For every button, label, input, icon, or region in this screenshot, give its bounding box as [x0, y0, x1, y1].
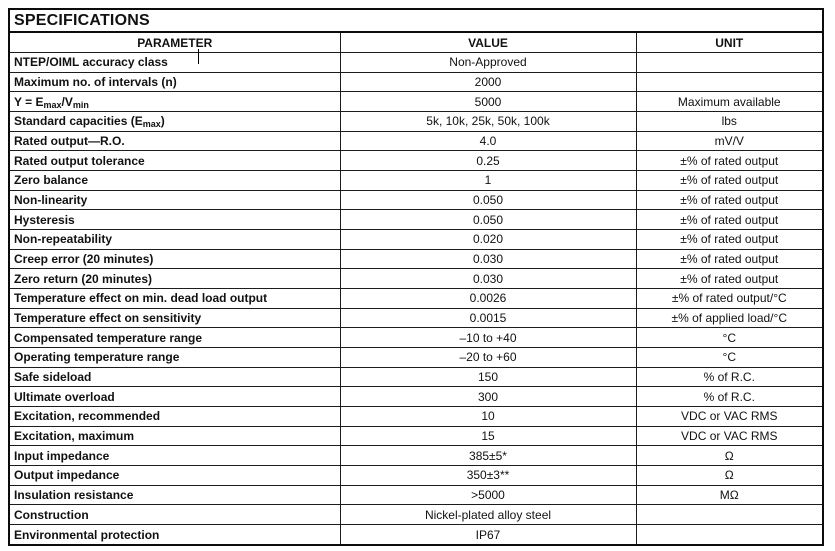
unit-cell: ±% of rated output: [636, 151, 823, 171]
parameter-cell: Insulation resistance: [9, 485, 340, 505]
value-cell: –20 to +60: [340, 348, 636, 368]
table-header-row: [9, 32, 823, 53]
value-cell: 0.030: [340, 249, 636, 269]
parameter-cell: $Y = E_{max}/V_{min}$: [9, 92, 340, 112]
value-cell: Nickel-plated alloy steel: [340, 505, 636, 525]
table-row: [9, 446, 823, 466]
table-row: [9, 269, 823, 289]
value-cell: 0.020: [340, 230, 636, 250]
unit-cell: MΩ: [636, 485, 823, 505]
unit-cell: Maximum available: [636, 92, 823, 112]
value-cell: 5k, 10k, 25k, 50k, 100k: [340, 112, 636, 132]
unit-cell: ±% of rated output: [636, 249, 823, 269]
unit-cell: [636, 505, 823, 525]
value-cell: 0.050: [340, 190, 636, 210]
parameter-cell: NTEP/OIML accuracy class: [9, 53, 340, 73]
parameter-cell: Construction: [9, 505, 340, 525]
parameter-cell: Zero return (20 minutes): [9, 269, 340, 289]
specifications-table: [8, 8, 824, 546]
unit-cell: mV/V: [636, 131, 823, 151]
table-row: [9, 485, 823, 505]
value-cell: IP67: [340, 525, 636, 545]
unit-cell: ±% of rated output: [636, 190, 823, 210]
parameter-cell: Environmental protection: [9, 525, 340, 545]
table-row: [9, 407, 823, 427]
page-title: SPECIFICATIONS: [9, 9, 823, 32]
table-row: [9, 92, 823, 112]
table-row: [9, 367, 823, 387]
unit-cell: °C: [636, 348, 823, 368]
column-header-unit: UNIT: [636, 32, 823, 53]
value-cell: –10 to +40: [340, 328, 636, 348]
value-cell: Non-Approved: [340, 53, 636, 73]
parameter-cell: Maximum no. of intervals (n): [9, 72, 340, 92]
unit-cell: [636, 53, 823, 73]
table-title-row: [9, 9, 823, 32]
parameter-cell: Operating temperature range: [9, 348, 340, 368]
unit-cell: % of R.C.: [636, 387, 823, 407]
value-cell: 300: [340, 387, 636, 407]
column-header-value: VALUE: [340, 32, 636, 53]
table-row: [9, 230, 823, 250]
value-cell: 0.030: [340, 269, 636, 289]
table-row: [9, 426, 823, 446]
parameter-cell: Zero balance: [9, 171, 340, 191]
value-cell: 4.0: [340, 131, 636, 151]
parameter-cell: Rated output—R.O.: [9, 131, 340, 151]
parameter-cell: Compensated temperature range: [9, 328, 340, 348]
table-row: [9, 190, 823, 210]
value-cell: 350±3**: [340, 466, 636, 486]
unit-cell: % of R.C.: [636, 367, 823, 387]
parameter-cell: Non-repeatability: [9, 230, 340, 250]
unit-cell: ±% of rated output: [636, 269, 823, 289]
table-row: [9, 328, 823, 348]
value-cell: >5000: [340, 485, 636, 505]
unit-cell: [636, 72, 823, 92]
table-row: [9, 53, 823, 73]
parameter-cell: Hysteresis: [9, 210, 340, 230]
unit-cell: ±% of rated output: [636, 210, 823, 230]
unit-cell: Ω: [636, 466, 823, 486]
value-cell: 5000: [340, 92, 636, 112]
table-row: [9, 72, 823, 92]
parameter-cell: Rated output tolerance: [9, 151, 340, 171]
table-row: [9, 525, 823, 545]
value-cell: 1: [340, 171, 636, 191]
value-cell: 150: [340, 367, 636, 387]
column-header-parameter: PARAMETER: [9, 32, 340, 53]
text-cursor-ibeam: [198, 49, 199, 64]
value-cell: 0.0026: [340, 289, 636, 309]
table-row: [9, 171, 823, 191]
unit-cell: [636, 525, 823, 545]
value-cell: 0.25: [340, 151, 636, 171]
parameter-cell: Ultimate overload: [9, 387, 340, 407]
parameter-cell: Non-linearity: [9, 190, 340, 210]
unit-cell: ±% of applied load/°C: [636, 308, 823, 328]
table-row: [9, 210, 823, 230]
parameter-cell: Output impedance: [9, 466, 340, 486]
unit-cell: lbs: [636, 112, 823, 132]
value-cell: 385±5*: [340, 446, 636, 466]
unit-cell: ±% of rated output: [636, 171, 823, 191]
parameter-cell: Creep error (20 minutes): [9, 249, 340, 269]
table-row: [9, 112, 823, 132]
unit-cell: ±% of rated output/°C: [636, 289, 823, 309]
table-row: [9, 289, 823, 309]
unit-cell: °C: [636, 328, 823, 348]
table-row: [9, 466, 823, 486]
table-row: [9, 249, 823, 269]
table-row: [9, 308, 823, 328]
value-cell: 10: [340, 407, 636, 427]
table-row: [9, 387, 823, 407]
value-cell: 0.0015: [340, 308, 636, 328]
value-cell: 2000: [340, 72, 636, 92]
value-cell: 15: [340, 426, 636, 446]
unit-cell: Ω: [636, 446, 823, 466]
unit-cell: VDC or VAC RMS: [636, 426, 823, 446]
unit-cell: ±% of rated output: [636, 230, 823, 250]
parameter-cell: Safe sideload: [9, 367, 340, 387]
parameter-cell: Excitation, maximum: [9, 426, 340, 446]
unit-cell: VDC or VAC RMS: [636, 407, 823, 427]
parameter-cell: Excitation, recommended: [9, 407, 340, 427]
parameter-cell: Temperature effect on min. dead load output: [9, 289, 340, 309]
parameter-cell: Standard capacities $(E_{max})$: [9, 112, 340, 132]
table-row: [9, 151, 823, 171]
parameter-cell: Temperature effect on sensitivity: [9, 308, 340, 328]
table-row: [9, 131, 823, 151]
value-cell: 0.050: [340, 210, 636, 230]
table-row: [9, 505, 823, 525]
specifications-section: [8, 8, 824, 546]
parameter-cell: Input impedance: [9, 446, 340, 466]
table-row: [9, 348, 823, 368]
